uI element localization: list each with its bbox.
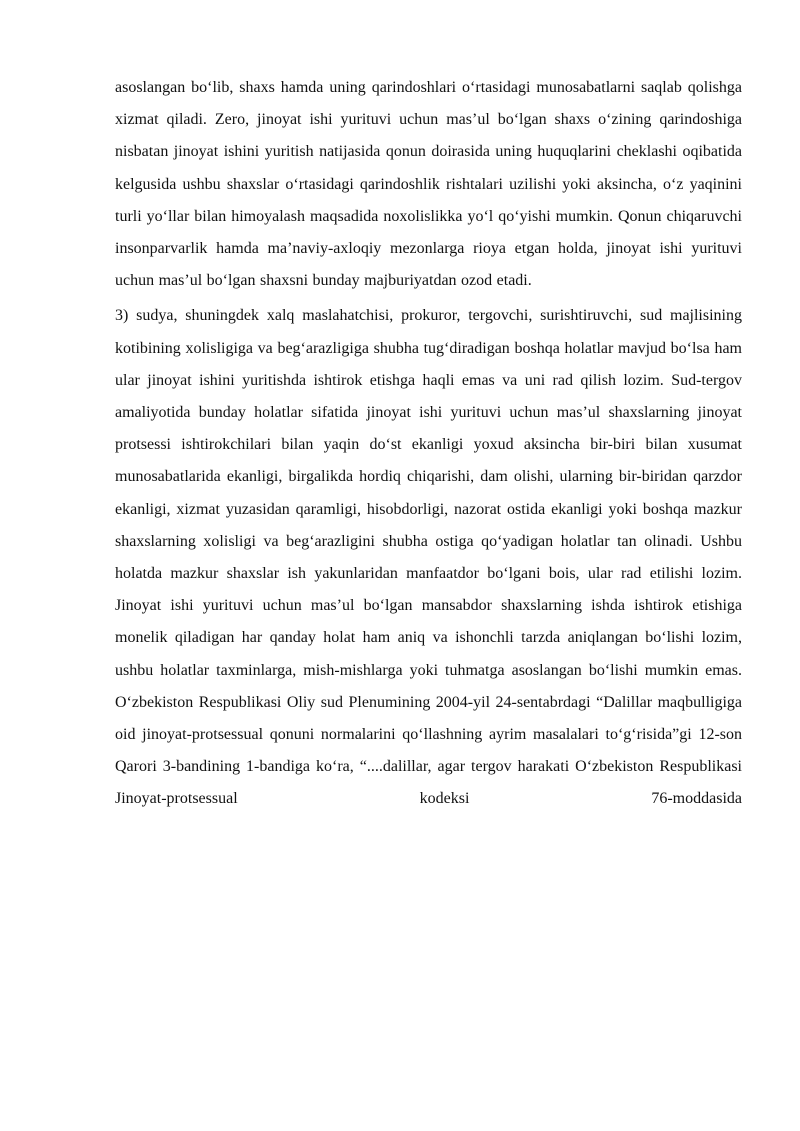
document-page — [115, 72, 742, 816]
paragraph-1: asoslangan bo‘lib, shaxs hamda uning qarindoshlari o‘rtasidagi munosabatlarni saqlab qolishga xizmat qiladi. Zero, jinoyat ishi yurituvi uchun mas’ul bo‘lgan shaxs o‘zining qarindoshiga nisbatan jinoyat ishini yuritish natijasida qonun doirasida uning huquqlarini cheklashi oqibatida kelgusida ushbu shaxslar o‘rtasidagi qarindoshlik rishtalari uzilishi yoki aksincha, o‘z yaqinini turli yo‘llar bilan himoyalash maqsadida noxolislikka yo‘l qo‘yishi mumkin. Qonun chiqaruvchi insonparvarlik hamda ma’naviy-axloqiy mezonlarga rioya etgan holda, jinoyat ishi yurituvi uchun mas’ul bo‘lgan shaxsni bunday majburiyatdan ozod etadi. — [115, 79, 742, 290]
paragraph-2: 3) sudya, shuningdek xalq maslahatchisi, prokuror, tergovchi, surishtiruvchi, sud majlisining kotibining xolisligiga va beg‘arazligiga shubha tug‘diradigan boshqa holatlar mavjud bo‘lsa ham ular jinoyat ishini yuritishda ishtirok etishga haqli emas va uni rad qilish lozim. Sud-tergov amaliyotida bunday holatlar sifatida jinoyat ishi yurituvi uchun mas’ul shaxslarning jinoyat protsessi ishtirokchilari bilan yaqin do‘st ekanligi yoxud aksincha bir-biri bilan xusumat munosabatlarida ekanligi, birgalikda hordiq chiqarishi, dam olishi, ularning bir-biridan qarzdor ekanligi, xizmat yuzasidan qaramligi, hisobdorligi, nazorat ostida ekanligi yoki boshqa mazkur shaxslarning xolisligi va beg‘arazligini shubha ostiga qo‘yadigan holatlar tan olinadi. Ushbu holatda mazkur shaxslar ish yakunlaridan manfaatdor bo‘lgani bois, ular rad etilishi lozim. Jinoyat ishi yurituvi uchun mas’ul bo‘lgan mansabdor shaxslarning ishda ishtirok etishiga monelik qiladigan har qanday holat ham aniq va ishonchli tarzda aniqlangan bo‘lishi lozim, ushbu holatlar taxminlarga, mish-mishlarga yoki tuhmatga asoslangan bo‘lishi mumkin emas. O‘zbekiston Respublikasi Oliy sud Plenumining 2004-yil 24-sentabrdagi “Dalillar maqbulligiga oid jinoyat-protsessual qonuni normalarini qo‘llashning ayrim masalalari to‘g‘risida”gi 12-son Qarori 3-bandining 1-bandiga ko‘ra, “....dalillar, agar tergov harakati O‘zbekiston Respublikasi Jinoyat-protsessual kodeksi 76-moddasida — [115, 307, 742, 808]
